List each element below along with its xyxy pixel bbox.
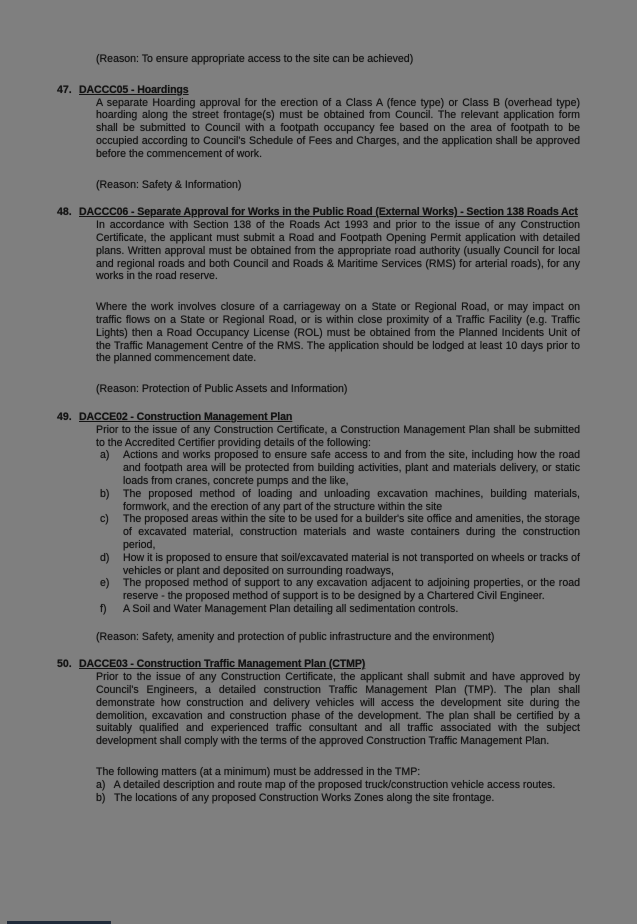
list-item-text: The proposed areas within the site to be used for a builder's site office and amenities, the storage of excavated material, construction materials and waste containers during the construction period, bbox=[123, 513, 580, 551]
paragraph: A separate Hoarding approval for the erection of a Class A (fence type) or Class B (overhead type) hoarding along the street frontage(s) must be obtained from Council. The relevant application form shall be submitted to Council with a footpath occupancy fee based on the area of footpath to be occupied according to Council's Schedule of Fees and Charges, and the application shall be approved before the commencement of work. bbox=[96, 96, 580, 160]
list-item bbox=[96, 488, 580, 514]
list-item-label: b) bbox=[100, 487, 110, 500]
list-item-text: The proposed method of support to any excavation adjacent to adjoining properties, or the road reserve - the proposed method of support is to be designed by a Chartered Civil Engineer. bbox=[123, 577, 580, 603]
list-item-label: a) bbox=[100, 449, 110, 462]
list-item bbox=[96, 449, 580, 487]
condition-heading: DACCE03 - Construction Traffic Management Plan (CTMP) bbox=[79, 658, 366, 671]
reason-note: (Reason: Safety & Information) bbox=[96, 178, 242, 191]
list-item-text: How it is proposed to ensure that soil/excavated material is not transported on wheels or tracks of vehicles or plant and deposited on surrounding roadways, bbox=[123, 551, 580, 577]
paragraph: In accordance with Section 138 of the Roads Act 1993 and prior to the issue of any Construction Certificate, the applicant must submit a Road and Footpath Opening Permit application with detailed plans. Written approval must be obtained from the appropriate road authority (usually Council for local and regional roads and both Council and Roads & Maritime Services (RMS) for arterial roads), for any works in the road reserve. bbox=[96, 219, 580, 283]
list-item-text: Actions and works proposed to ensure safe access to and from the site, including how the road and footpath area will be protected from building activities, plant and materials delivery, or static loads from cranes, concrete pumps and the like, bbox=[123, 449, 580, 487]
list-item: b) The locations of any proposed Construction Works Zones along the site frontage. bbox=[96, 791, 495, 804]
condition-body bbox=[96, 219, 580, 396]
condition-heading-row bbox=[57, 84, 580, 97]
condition-heading-row bbox=[57, 411, 580, 424]
list-item-text: The proposed method of loading and unloading excavation machines, building materials, formwork, and the erection of any part of the structure within the site bbox=[123, 487, 580, 513]
condition-item bbox=[57, 658, 580, 804]
lettered-list bbox=[96, 449, 580, 615]
paragraph: The following matters (at a minimum) must be addressed in the TMP: bbox=[96, 766, 421, 779]
condition-item bbox=[57, 84, 580, 192]
condition-heading: DACCC05 - Hoardings bbox=[79, 83, 189, 96]
list-item bbox=[96, 513, 580, 551]
list-item-label: d) bbox=[100, 551, 110, 564]
list-item bbox=[96, 552, 580, 578]
condition-number: 48. bbox=[57, 206, 72, 219]
list-item bbox=[96, 577, 580, 603]
condition-body bbox=[96, 671, 580, 804]
paragraph: Prior to the issue of any Construction Certificate, the applicant shall submit and have approved by Council's Engineers, a detailed construction Traffic Management Plan (TMP). The plan shall demonstrate how construction and delivery vehicles will access the development site during the demolition, excavation and construction phase of the development. The plan shall be certified by a suitably qualified and experienced traffic consultant and all traffic associated with the subject development shall comply with the terms of the approved Construction Traffic Management Plan. bbox=[96, 671, 580, 748]
condition-item bbox=[57, 411, 580, 644]
list-item-label: e) bbox=[100, 577, 110, 590]
condition-heading-row bbox=[57, 658, 580, 671]
paragraph: Where the work involves closure of a carriageway on a State or Regional Road, or may impact on traffic flows on a State or Regional Road, or is within close proximity of a Traffic Facility (e.g. Traffic Lights) then a Road Occupancy License (ROL) must be obtained from the Planned Incidents Unit of the Traffic Management Centre of the RMS. The application should be lodged at least 10 days prior to the planned commencement date. bbox=[96, 301, 580, 365]
list-item: a) A detailed description and route map of the proposed truck/construction vehicle access routes. bbox=[96, 778, 556, 791]
condition-heading-row bbox=[57, 206, 580, 219]
condition-body bbox=[96, 424, 580, 644]
condition-number: 47. bbox=[57, 83, 72, 96]
conditions-list bbox=[57, 84, 580, 805]
condition-number: 49. bbox=[57, 410, 72, 423]
condition-heading: DACCE02 - Construction Management Plan bbox=[79, 410, 293, 423]
condition-item bbox=[57, 206, 580, 396]
condition-heading: DACCC06 - Separate Approval for Works in the Public Road (External Works) - Section 138 Roads Act bbox=[79, 206, 578, 219]
list-item-label: c) bbox=[100, 513, 109, 526]
list-item-label: f) bbox=[100, 602, 107, 615]
reason-note: (Reason: Safety, amenity and protection of public infrastructure and the environment) bbox=[96, 630, 495, 643]
list-item-text: A Soil and Water Management Plan detailing all sedimentation controls. bbox=[123, 602, 459, 615]
paragraph: Prior to the issue of any Construction Certificate, a Construction Management Plan shall be submitted to the Accredited Certifier providing details of the following: bbox=[96, 423, 580, 449]
condition-body bbox=[96, 97, 580, 192]
reason-note: (Reason: Protection of Public Assets and Information) bbox=[96, 383, 348, 396]
condition-number: 50. bbox=[57, 658, 72, 671]
list-item bbox=[96, 603, 580, 616]
reason-note: (Reason: To ensure appropriate access to the site can be achieved) bbox=[96, 53, 414, 65]
document-text-area bbox=[57, 53, 580, 804]
